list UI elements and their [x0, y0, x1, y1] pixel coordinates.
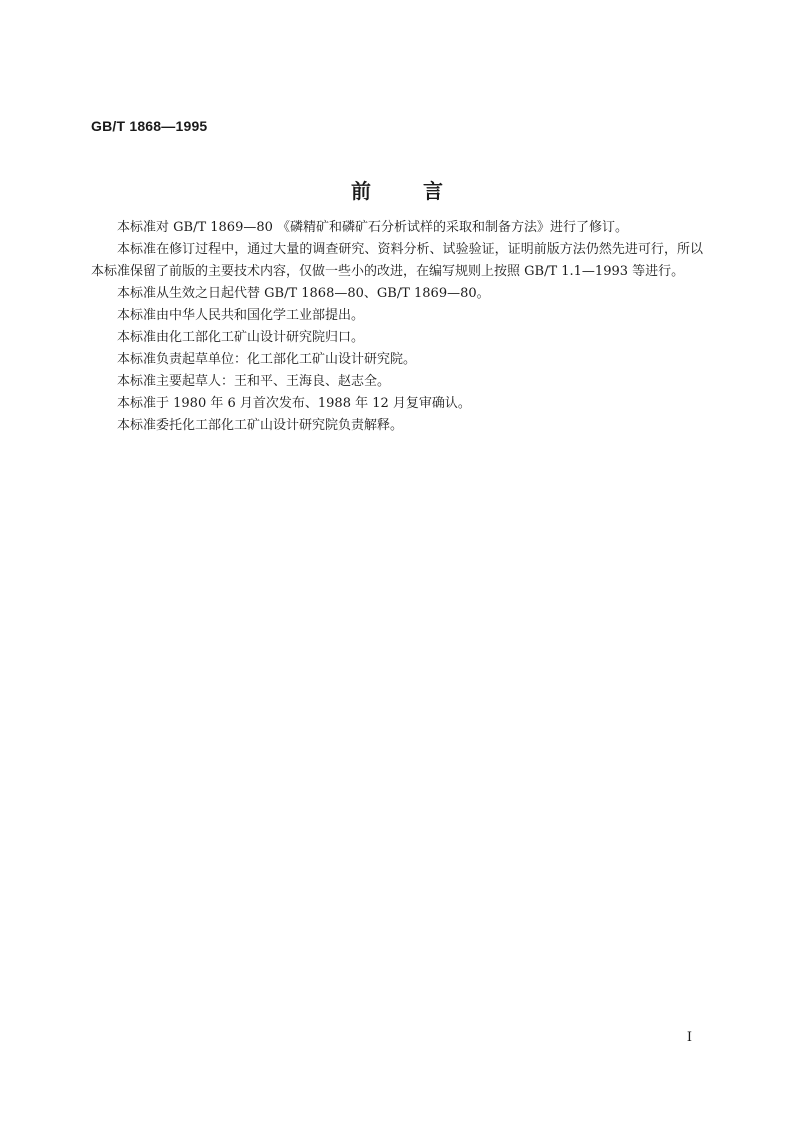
paragraph-interpretation: 本标准委托化工部化工矿山设计研究院负责解释。: [117, 418, 404, 433]
foreword-body: [91, 217, 703, 437]
paragraph-revision-process: 本标准在修订过程中，通过大量的调查研究、资料分析、试验验证，证明前版方法仍然先进可行，所以本标准保留了前版的主要技术内容，仅做一些小的改进，在编写规则上按照 GB/T 1.1—1993 等进行。: [91, 242, 703, 279]
paragraph-centralized-by: 本标准由化工部化工矿山设计研究院归口。: [117, 330, 365, 345]
paragraph-drafting-unit: 本标准负责起草单位：化工部化工矿山设计研究院。: [117, 352, 417, 367]
standard-code: GB/T 1868—1995: [91, 118, 208, 134]
paragraph-revision: 本标准对 GB/T 1869—80 《磷精矿和磷矿石分析试样的采取和制备方法》进行了修订。: [117, 220, 629, 235]
page-number: I: [686, 1030, 692, 1045]
paragraph-publication-history: 本标准于 1980 年 6 月首次发布、1988 年 12 月复审确认。: [117, 396, 471, 411]
title-char-1: 前: [351, 179, 371, 203]
title-char-2: 言: [423, 179, 443, 203]
paragraph-proposed-by: 本标准由中华人民共和国化学工业部提出。: [117, 308, 365, 323]
paragraph-drafters: 本标准主要起草人：王和平、王海良、赵志全。: [117, 374, 391, 389]
paragraph-replaces: 本标准从生效之日起代替 GB/T 1868—80、GB/T 1869—80。: [117, 286, 490, 301]
page-title: [0, 175, 794, 204]
